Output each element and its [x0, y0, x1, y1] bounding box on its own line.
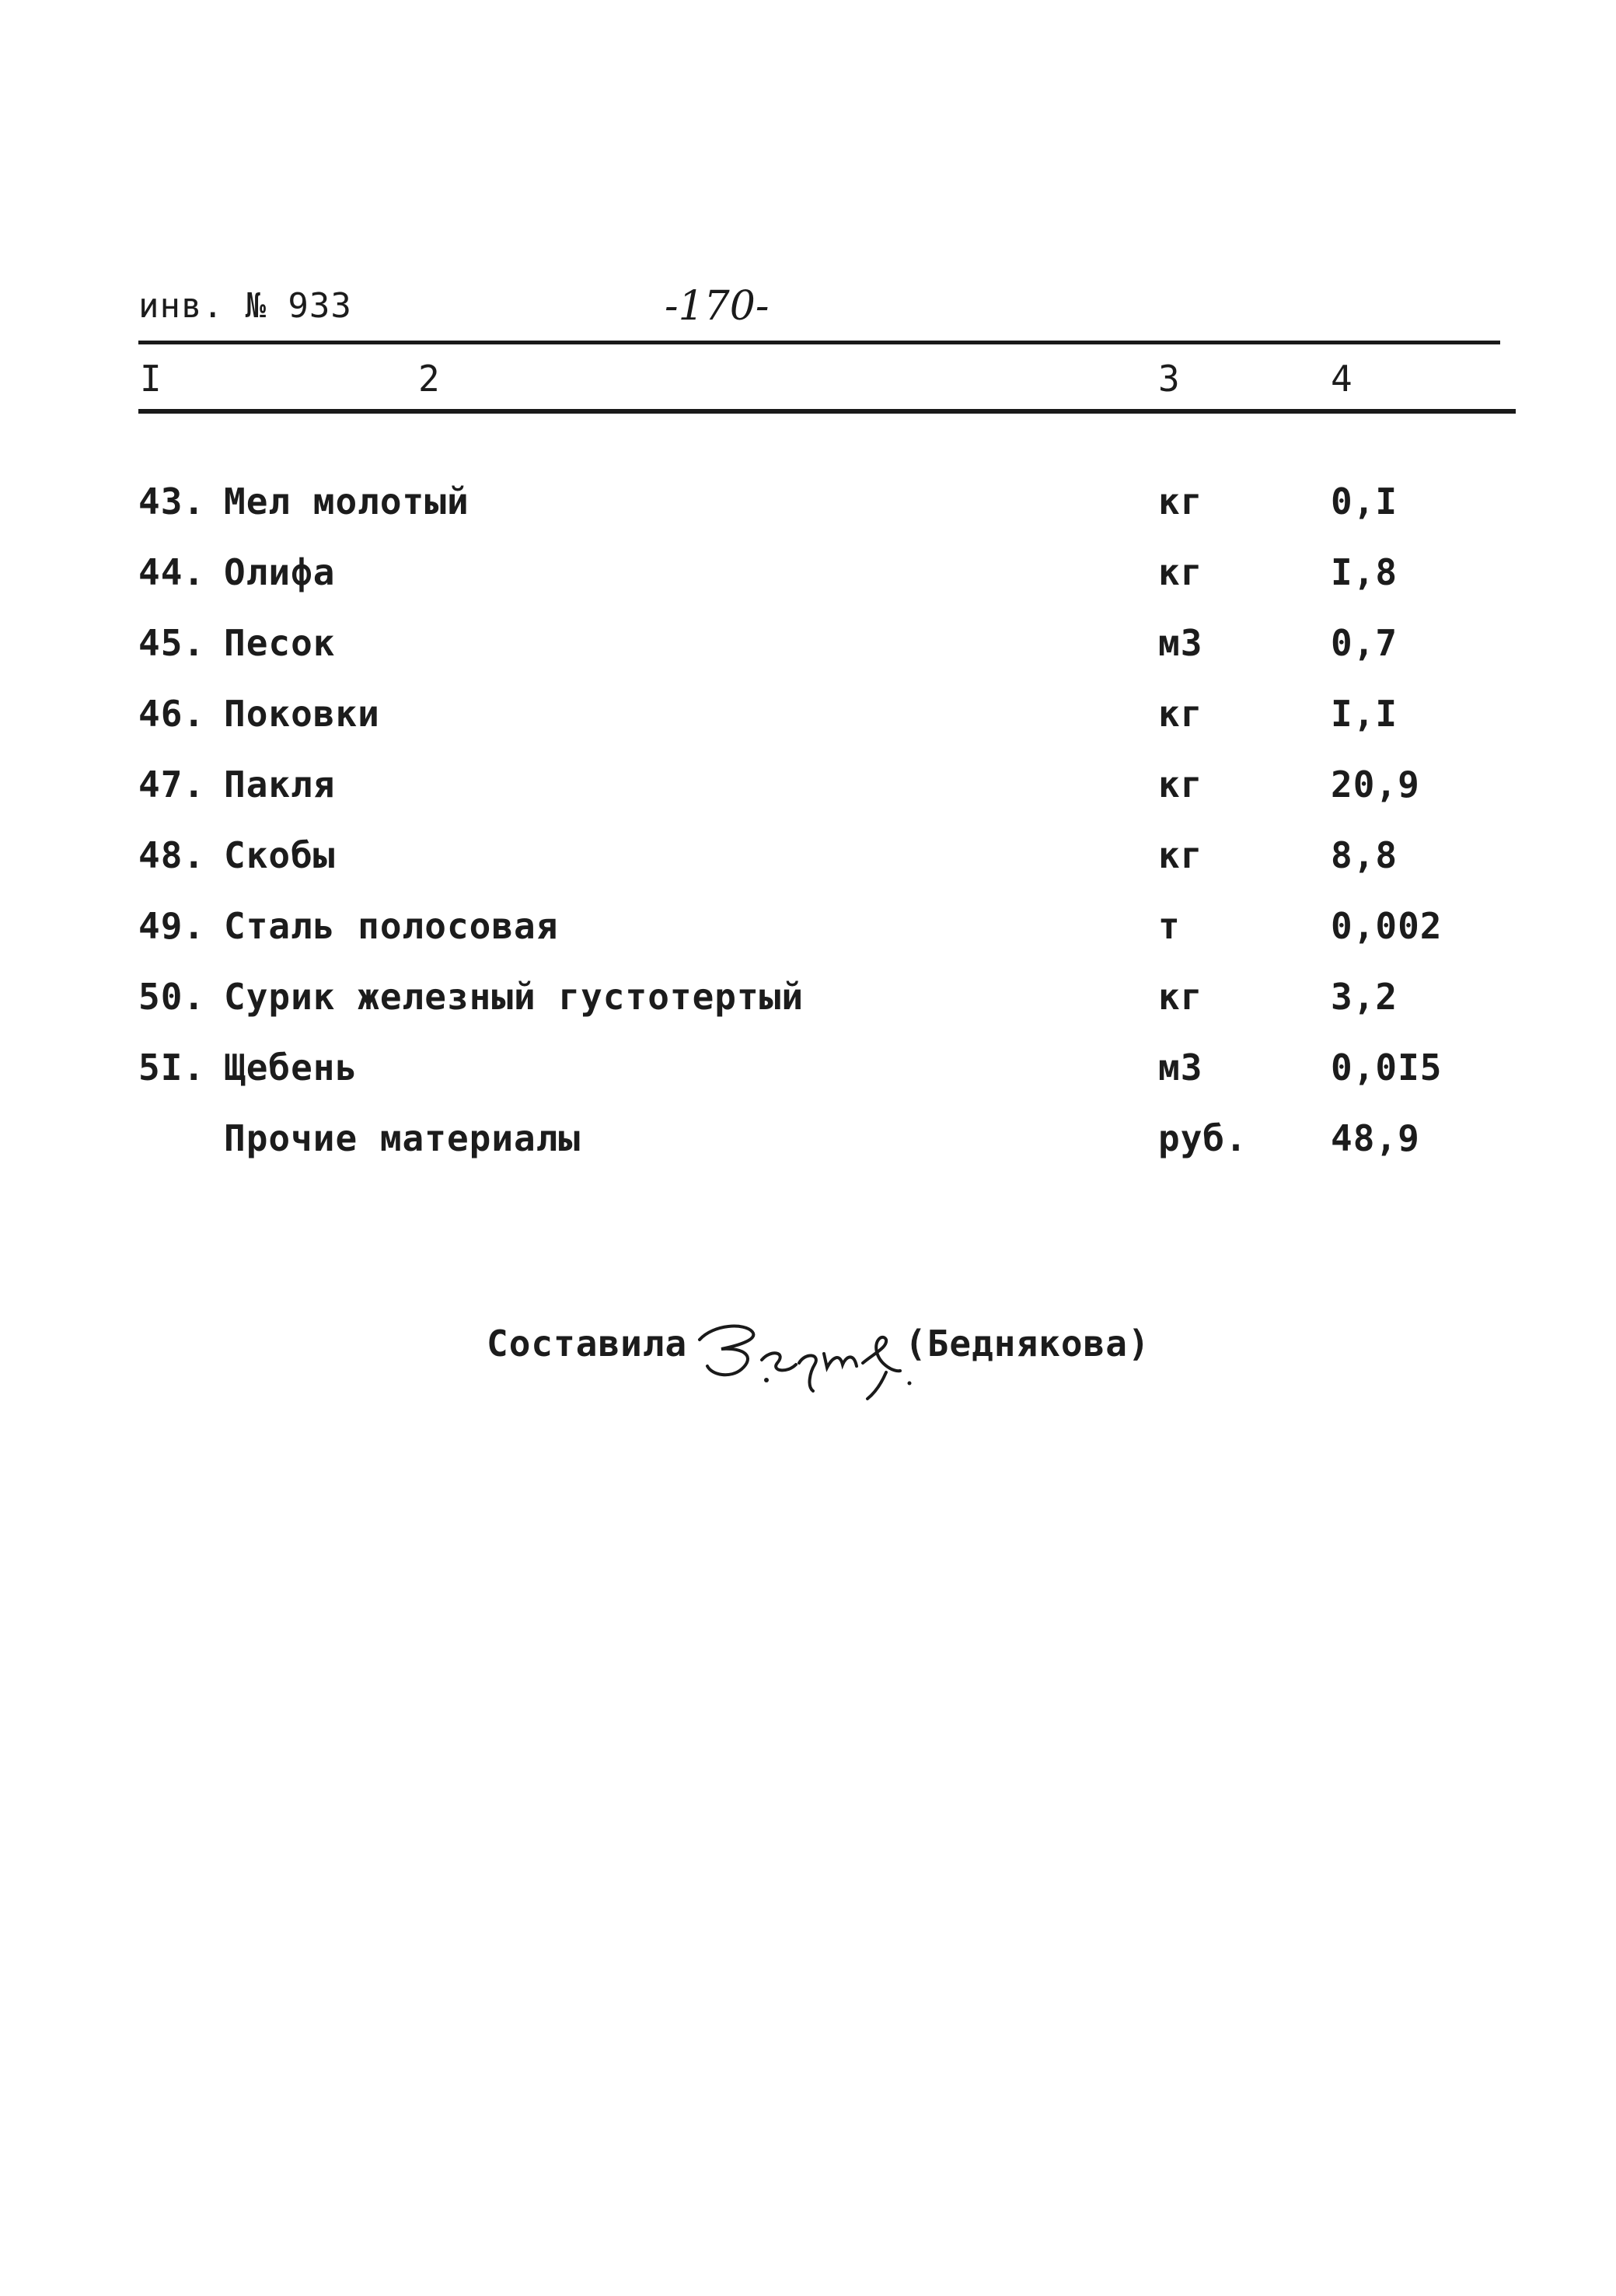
- table-row: [0, 764, 1616, 829]
- row-number: 44.: [138, 551, 206, 593]
- material-name: Поковки: [224, 693, 380, 735]
- column-header-1: I: [140, 358, 162, 400]
- row-number: 46.: [138, 693, 206, 735]
- signature-line: [487, 1323, 1264, 1419]
- table-row: [0, 905, 1616, 970]
- table-row: [0, 693, 1616, 758]
- row-number: 50.: [138, 976, 206, 1018]
- row-number: 48.: [138, 834, 206, 876]
- material-name: Песок: [224, 622, 336, 664]
- column-header-3: 3: [1158, 358, 1181, 400]
- material-name: Сталь полосовая: [224, 905, 559, 947]
- quantity: 0,002: [1331, 905, 1443, 947]
- material-name: Мел молотый: [224, 481, 469, 522]
- unit: т: [1158, 905, 1181, 947]
- inventory-number: инв. № 933: [138, 286, 352, 326]
- compiled-by-label: Составила: [487, 1323, 688, 1365]
- unit: кг: [1158, 481, 1203, 522]
- quantity: 3,2: [1331, 976, 1398, 1018]
- compiler-name: (Беднякова): [905, 1323, 1150, 1365]
- unit: м3: [1158, 622, 1203, 664]
- material-name: Щебень: [224, 1047, 358, 1089]
- page-number: -170-: [665, 283, 770, 330]
- quantity: I,I: [1331, 693, 1398, 735]
- row-number: 49.: [138, 905, 206, 947]
- material-name: Олифа: [224, 551, 336, 593]
- row-number: 43.: [138, 481, 206, 522]
- table-header-rule: [138, 409, 1516, 414]
- unit: кг: [1158, 834, 1203, 876]
- unit: кг: [1158, 693, 1203, 735]
- column-header-4: 4: [1331, 358, 1353, 400]
- table-row: [0, 622, 1616, 687]
- material-name: Пакля: [224, 764, 336, 806]
- table-row: [0, 834, 1616, 900]
- unit: руб.: [1158, 1117, 1248, 1159]
- material-name: Прочие материалы: [224, 1117, 581, 1159]
- unit: м3: [1158, 1047, 1203, 1089]
- quantity: 0,7: [1331, 622, 1398, 664]
- table-row: [0, 1117, 1616, 1183]
- column-header-2: 2: [418, 358, 441, 400]
- unit: кг: [1158, 764, 1203, 806]
- quantity: 20,9: [1331, 764, 1420, 806]
- table-top-rule: [138, 341, 1500, 344]
- unit: кг: [1158, 551, 1203, 593]
- table-row: [0, 481, 1616, 546]
- row-number: 5I.: [138, 1047, 206, 1089]
- table-row: [0, 551, 1616, 617]
- row-number: 47.: [138, 764, 206, 806]
- material-name: Скобы: [224, 834, 336, 876]
- quantity: 48,9: [1331, 1117, 1420, 1159]
- quantity: 0,I: [1331, 481, 1398, 522]
- unit: кг: [1158, 976, 1203, 1018]
- quantity: 8,8: [1331, 834, 1398, 876]
- table-row: [0, 976, 1616, 1041]
- quantity: 0,0I5: [1331, 1047, 1443, 1089]
- material-name: Сурик железный густотертый: [224, 976, 805, 1018]
- quantity: I,8: [1331, 551, 1398, 593]
- row-number: 45.: [138, 622, 206, 664]
- handwritten-signature: [690, 1309, 916, 1402]
- table-row: [0, 1047, 1616, 1112]
